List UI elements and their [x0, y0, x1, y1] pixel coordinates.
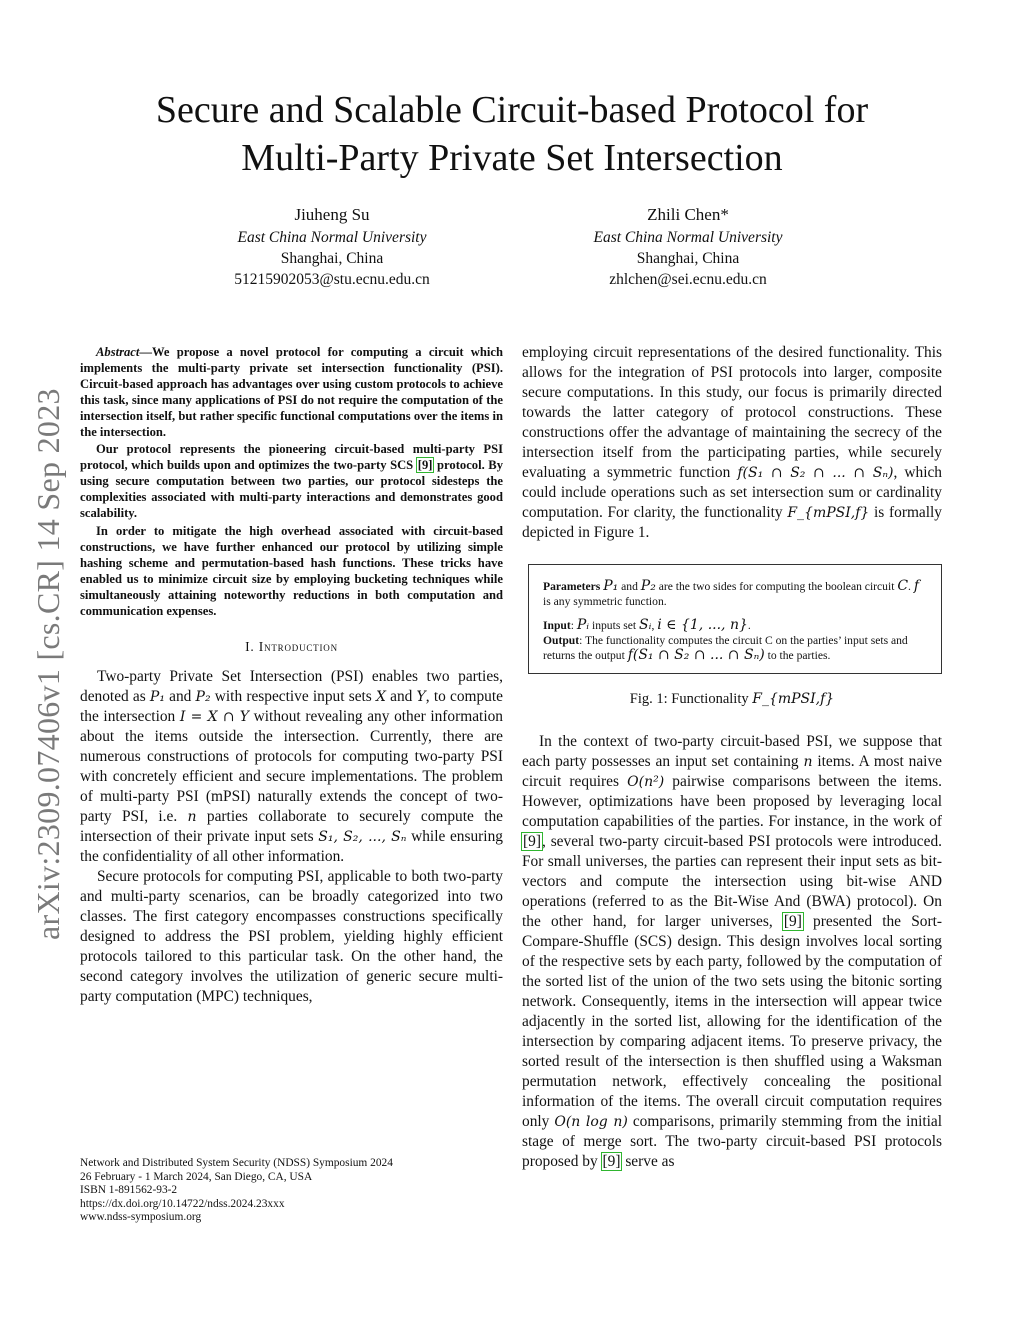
- author-name: Jiuheng Su: [294, 205, 370, 224]
- intro-paragraph-1: Two-party Private Set Intersection (PSI) enables two parties, denoted as P₁ and P₂ with respective input sets X and Y, to compute the intersection I = X ∩ Y without revealing any other information about the items outside the intersection. Currently, there are numerous constructions of protocols for computing two-party PSI with concretely efficient and secure implementations. The problem of multi-party PSI (mPSI) naturally extends the concept of two-party PSI, i.e. n parties collaborate to securely compute the intersection of their private input sets S₁, S₂, ..., Sₙ while ensuring the confidentiality of all other information.: [80, 668, 503, 866]
- func-input: Input: Pᵢ inputs set Sᵢ, i ∈ {1, ..., n}.: [543, 617, 751, 633]
- abstract: [80, 345, 503, 619]
- paper-title: [80, 86, 944, 182]
- arxiv-identifier: arXiv:2309.07406v1 [cs.CR] 14 Sep 2023: [30, 388, 66, 940]
- footer-conference: Network and Distributed System Security (NDSS) Symposium 2024: [80, 1157, 393, 1169]
- func-output: Output: The functionality computes the circuit C on the parties’ input sets and returns the output f(S₁ ∩ S₂ ∩ ... ∩ Sₙ) to the parties.: [543, 634, 908, 663]
- footer-isbn: ISBN 1-891562-93-2: [80, 1184, 178, 1197]
- author-affiliation: East China Normal University: [593, 229, 783, 246]
- left-column: [80, 345, 503, 1007]
- author-block-1: [172, 203, 492, 290]
- abstract-paragraph-1: Abstract—We propose a novel protocol for computing a circuit which implements the multi-party private set intersection functionality (PSI). Circuit-based approach has advantages over using custom protocols to achieve this task, since many applications of PSI do not require the computation of the intersection itself, but rather specific functional computations over the items in the intersection.: [80, 345, 503, 439]
- author-affiliation: East China Normal University: [237, 229, 427, 246]
- right-column: [522, 343, 942, 1172]
- author-email[interactable]: 51215902053@stu.ecnu.edu.cn: [234, 271, 430, 288]
- functionality-box: [528, 564, 942, 674]
- title-line-2: Multi-Party Private Set Intersection: [241, 137, 783, 179]
- abstract-paragraph-2: Our protocol represents the pioneering circuit-based multi-party PSI protocol, which builds upon and optimizes the two-party SCS [9] protocol. By using secure computation between two parties, our protocol sidesteps the complexities associated with multi-party interactions and demonstrates good scalability.: [80, 442, 504, 521]
- citation-link[interactable]: [9]: [783, 913, 802, 930]
- introduction-text: [80, 667, 503, 1007]
- intro-paragraph-2: Secure protocols for computing PSI, applicable to both two-party and multi-party scenarios, can be broadly categorized into two classes. The first category encompasses constructions specifically designed to address the PSI problem, yielding highly efficient protocols tailored to this particular task. On the other hand, the second category involves the utilization of generic secure multi-party computation (MPC) techniques,: [80, 868, 503, 1006]
- abstract-label: Abstract: [96, 345, 140, 359]
- author-block-2: [528, 203, 848, 290]
- func-parameters: Parameters P₁ and P₂ are the two sides for computing the boolean circuit C. f is any symmetric function.: [543, 578, 920, 608]
- abstract-paragraph-3: In order to mitigate the high overhead associated with circuit-based constructions, we have further enhanced our protocol by utilizing simple hashing scheme and permutation-based hash functions. These tricks have enabled us to minimize circuit size by employing bucketing techniques while simultaneously attaining noteworthy reductions in both computation and communication expenses.: [80, 523, 503, 618]
- conference-footer: [80, 1157, 500, 1225]
- figure-1-caption: Fig. 1: Functionality F_{mPSI,f}: [629, 691, 835, 707]
- citation-link[interactable]: [9]: [523, 833, 541, 850]
- citation-link[interactable]: [9]: [417, 458, 433, 473]
- right-paragraph-2: In the context of two-party circuit-based PSI, we suppose that each party possesses an input set containing n items. A most naive circuit requires O(n²) pairwise comparisons between the items. However, optimizations have been proposed by leveraging local computation capabilities of the parties. For instance, in the work of [9], several two-party circuit-based PSI protocols were introduced. For small universes, the parties can represent their input sets as bit-vectors and compute the intersection using bit-wise AND operations (referred to as the Bit-Wise And (BWA) protocol). On the other hand, for larger universes, [9] presented the Sort-Compare-Shuffle (SCS) design. This design involves local sorting of the respective sets by each party, followed by the computation of the sorted list of the union of the two sets using the bitonic sorting network. Consequently, items in the intersection will appear twice adjacently in the sorted list, allowing for the identification of the intersection by comparing adjacent items. To preserve privacy, the sorted result of the intersection is then shuffled using a Waksman permutation network, effectively concealing the positional information of the items. The overall circuit computation requires only O(n log n) comparisons, primarily stemming from the initial stage of merge sort. The two-party circuit-based PSI protocols proposed by [9] serve as: [522, 733, 942, 1170]
- author-location: Shanghai, China: [636, 250, 740, 267]
- footer-dates: 26 February - 1 March 2024, San Diego, CA, USA: [80, 1170, 313, 1183]
- author-name: Zhili Chen*: [647, 205, 729, 224]
- author-email[interactable]: zhlchen@sei.ecnu.edu.cn: [609, 271, 767, 288]
- footer-website-link[interactable]: www.ndss-symposium.org: [80, 1211, 202, 1224]
- citation-link[interactable]: [9]: [602, 1153, 621, 1170]
- author-location: Shanghai, China: [280, 250, 384, 267]
- right-paragraph-1: employing circuit representations of the desired functionality. This allows for the integration of PSI protocols into larger, composite secure computations. In this study, our focus is primarily directed towards the latter category of protocol constructions. These constructions offer the advantage of maintaining the secrecy of the intersection itself from the participating parties, while securely evaluating a symmetric function f(S₁ ∩ S₂ ∩ ... ∩ Sₙ), which could include operations such as set intersection sum or cardinality computation. For clarity, the functionality F_{mPSI,f} is formally depicted in Figure 1.: [522, 344, 942, 541]
- footer-doi-link[interactable]: https://dx.doi.org/10.14722/ndss.2024.23xxx: [80, 1197, 285, 1210]
- title-line-1: Secure and Scalable Circuit-based Protocol for: [155, 89, 869, 131]
- section-heading-introduction: I. Introduction: [245, 639, 338, 655]
